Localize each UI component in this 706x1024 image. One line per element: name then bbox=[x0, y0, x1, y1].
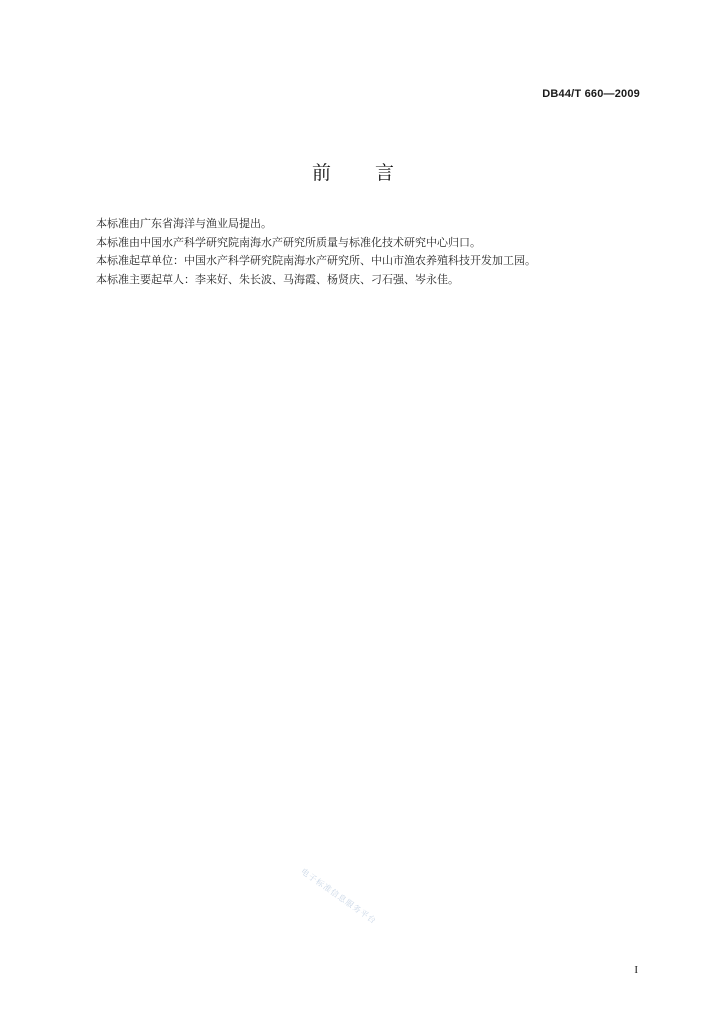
document-code: DB44/T 660—2009 bbox=[542, 88, 640, 100]
page-number: I bbox=[634, 964, 638, 976]
paragraph-drafters: 本标准主要起草人：李来好、朱长波、马海霞、杨贤庆、刁石强、岑永佳。 bbox=[96, 272, 459, 286]
foreword-body bbox=[96, 215, 656, 289]
page-title: 前言 bbox=[311, 162, 438, 184]
paragraph-administrator: 本标准由中国水产科学研究院南海水产研究所质量与标准化技术研究中心归口。 bbox=[96, 235, 481, 249]
watermark-text: 电子标准信息服务平台 bbox=[299, 866, 379, 926]
paragraph-drafting-units: 本标准起草单位：中国水产科学研究院南海水产研究所、中山市渔农养殖科技开发加工园。 bbox=[96, 254, 536, 267]
paragraph-proposer: 本标准由广东省海洋与渔业局提出。 bbox=[96, 217, 272, 230]
